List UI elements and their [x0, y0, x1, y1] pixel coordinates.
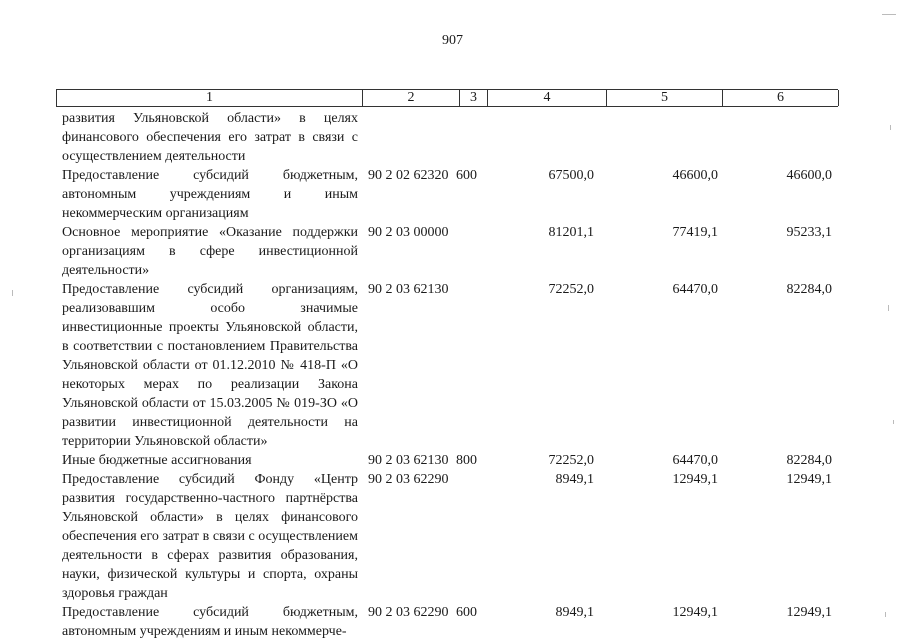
column-header-1: 1 — [57, 90, 363, 106]
row-value-2: 46600,0 — [672, 168, 718, 183]
column-header-3: 3 — [460, 90, 488, 106]
table-row — [62, 451, 852, 470]
row-code: 90 2 03 62130 — [368, 453, 449, 468]
row-value-3: 95233,1 — [786, 225, 832, 240]
row-name: Иные бюджетные ассигнования — [62, 453, 252, 468]
row-type: 600 — [456, 605, 477, 620]
row-code: 90 2 03 62130 — [368, 282, 449, 297]
table-row — [62, 280, 852, 451]
row-value-1: 67500,0 — [548, 168, 594, 183]
table-header — [56, 89, 838, 107]
page-number: 907 — [442, 33, 463, 48]
row-value-2: 12949,1 — [672, 472, 718, 487]
table-row — [62, 223, 852, 280]
column-header-6: 6 — [723, 90, 839, 106]
scan-speck — [885, 612, 886, 617]
row-value-1: 72252,0 — [548, 453, 594, 468]
row-value-2: 64470,0 — [672, 282, 718, 297]
table-row — [62, 166, 852, 223]
scan-speck — [882, 14, 896, 15]
scan-speck — [888, 305, 889, 311]
scan-speck — [893, 420, 894, 424]
row-value-3: 46600,0 — [786, 168, 832, 183]
scan-speck — [12, 290, 13, 296]
row-code: 90 2 02 62320 — [368, 168, 449, 183]
table-row — [62, 109, 852, 166]
row-value-1: 8949,1 — [555, 472, 594, 487]
table-row — [62, 470, 852, 603]
row-type: 800 — [456, 453, 477, 468]
row-name: Основное мероприятие «Оказание поддержки организациям в сфере инвестиционной деятельности» — [62, 225, 358, 278]
row-value-2: 12949,1 — [672, 605, 718, 620]
row-name: Предоставление субсидий бюджетным, автономным учреждениям и иным некоммерче- — [62, 605, 358, 639]
row-value-1: 72252,0 — [548, 282, 594, 297]
row-name: Предоставление субсидий организациям, реализовавшим особо значимые инвестиционные проекты Ульяновской области, в соответствии с постановлением Правительства Ульяновской области от 01.12.2010 № 418-П «О некоторых мерах по реализации Закона Ульяновской области от 15.03.2005 № 019-ЗО «О развитии инвестиционной деятельности на территории Ульяновской области» — [62, 282, 358, 449]
row-code: 90 2 03 62290 — [368, 472, 449, 487]
row-code: 90 2 03 62290 — [368, 605, 449, 620]
row-name: Предоставление субсидий Фонду «Центр развития государственно-частного партнёрства Ульяновской области» в целях финансового обеспечения его затрат в связи с осуществлением деятельности в сферах развития образования, науки, физической культуры и спорта, охраны здоровья граждан — [62, 472, 358, 601]
column-header-5: 5 — [607, 90, 723, 106]
row-value-3: 82284,0 — [786, 453, 832, 468]
row-value-3: 12949,1 — [786, 605, 832, 620]
row-value-2: 77419,1 — [672, 225, 718, 240]
row-name: развития Ульяновской области» в целях финансового обеспечения его затрат в связи с осуществлением деятельности — [62, 111, 358, 164]
table-row — [62, 603, 852, 641]
table-body — [62, 109, 852, 641]
column-header-2: 2 — [363, 90, 460, 106]
scan-speck — [890, 125, 891, 130]
row-value-2: 64470,0 — [672, 453, 718, 468]
row-value-3: 82284,0 — [786, 282, 832, 297]
row-type: 600 — [456, 168, 477, 183]
row-code: 90 2 03 00000 — [368, 225, 449, 240]
row-value-3: 12949,1 — [786, 472, 832, 487]
row-value-1: 81201,1 — [548, 225, 594, 240]
row-value-1: 8949,1 — [555, 605, 594, 620]
row-name: Предоставление субсидий бюджетным, автономным учреждениям и иным некоммерческим организациям — [62, 168, 358, 221]
column-header-4: 4 — [488, 90, 607, 106]
